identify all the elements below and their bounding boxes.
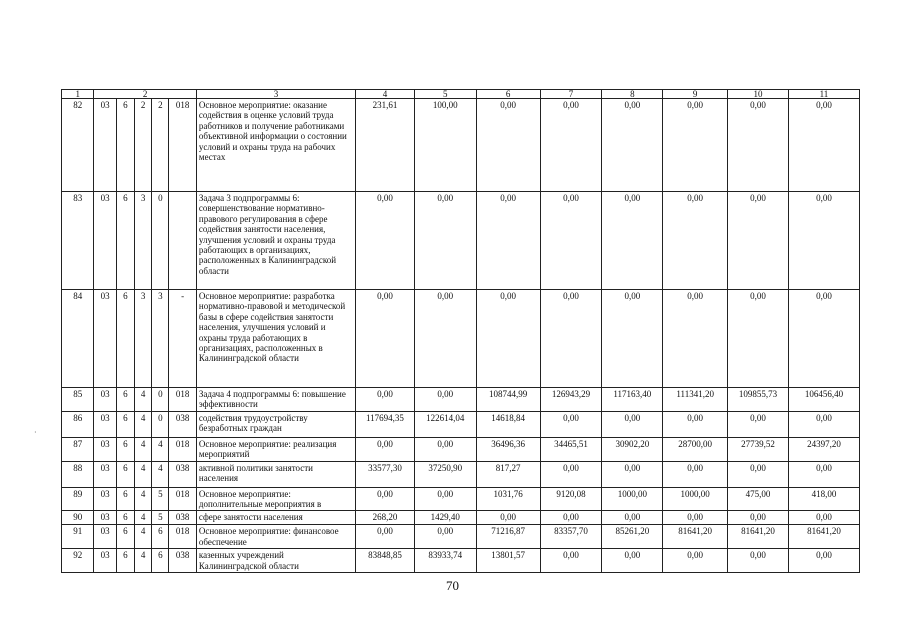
value-col-8: 0,00 xyxy=(602,511,663,525)
row-number: 88 xyxy=(62,461,94,487)
row-description: Основное мероприятие: финансовое обеспечение xyxy=(196,525,355,549)
value-col-4: 33577,30 xyxy=(356,461,415,487)
code-3: 4 xyxy=(134,437,151,461)
row-number: 91 xyxy=(62,525,94,549)
code-2: 6 xyxy=(116,461,134,487)
value-col-11: 106456,40 xyxy=(788,388,859,412)
header-cell-11: 11 xyxy=(788,90,859,99)
code-1: 03 xyxy=(94,388,116,412)
value-col-11: 81641,20 xyxy=(788,525,859,549)
code-4: 0 xyxy=(152,411,169,437)
code-5: 018 xyxy=(169,437,196,461)
value-col-7: 0,00 xyxy=(540,99,602,192)
code-3: 3 xyxy=(134,192,151,290)
code-2: 6 xyxy=(116,549,134,573)
value-col-8: 117163,40 xyxy=(602,388,663,412)
value-col-5: 83933,74 xyxy=(414,549,476,573)
value-col-10: 475,00 xyxy=(728,487,789,511)
value-col-9: 0,00 xyxy=(663,549,728,573)
header-cell-1: 1 xyxy=(62,90,94,99)
value-col-8: 0,00 xyxy=(602,290,663,388)
code-3: 4 xyxy=(134,461,151,487)
code-4: 6 xyxy=(152,525,169,549)
scan-mark: · xyxy=(34,428,37,437)
table-row xyxy=(62,290,860,388)
value-col-8: 0,00 xyxy=(602,549,663,573)
value-col-10: 0,00 xyxy=(728,290,789,388)
value-col-4: 231,61 xyxy=(356,99,415,192)
value-col-10: 0,00 xyxy=(728,99,789,192)
value-col-7: 0,00 xyxy=(540,461,602,487)
value-col-10: 0,00 xyxy=(728,411,789,437)
header-cell-9: 9 xyxy=(663,90,728,99)
code-2: 6 xyxy=(116,388,134,412)
row-number: 85 xyxy=(62,388,94,412)
value-col-6: 13801,57 xyxy=(476,549,540,573)
code-5: 038 xyxy=(169,411,196,437)
value-col-8: 1000,00 xyxy=(602,487,663,511)
header-cell-5: 5 xyxy=(414,90,476,99)
row-description: Основное мероприятие: дополнительные мероприятия в xyxy=(196,487,355,511)
value-col-5: 37250,90 xyxy=(414,461,476,487)
value-col-9: 81641,20 xyxy=(663,525,728,549)
code-2: 6 xyxy=(116,525,134,549)
code-1: 03 xyxy=(94,290,116,388)
row-description: Основное мероприятие: реализация мероприятий xyxy=(196,437,355,461)
page-number: 70 xyxy=(446,578,459,593)
table-row xyxy=(62,411,860,437)
header-cell-2: 2 xyxy=(94,90,196,99)
value-col-10: 0,00 xyxy=(728,511,789,525)
value-col-11: 0,00 xyxy=(788,411,859,437)
row-number: 83 xyxy=(62,192,94,290)
table-row xyxy=(62,437,860,461)
value-col-6: 0,00 xyxy=(476,290,540,388)
row-number: 87 xyxy=(62,437,94,461)
code-2: 6 xyxy=(116,411,134,437)
header-cell-8: 8 xyxy=(602,90,663,99)
header-cell-7: 7 xyxy=(540,90,602,99)
code-5: 038 xyxy=(169,549,196,573)
code-5: - xyxy=(169,290,196,388)
header-cell-4: 4 xyxy=(356,90,415,99)
value-col-11: 0,00 xyxy=(788,549,859,573)
code-1: 03 xyxy=(94,511,116,525)
value-col-7: 0,00 xyxy=(540,290,602,388)
code-3: 3 xyxy=(134,290,151,388)
header-row xyxy=(62,90,860,99)
value-col-11: 0,00 xyxy=(788,192,859,290)
row-description: Задача 4 подпрограммы 6: повышение эффективности xyxy=(196,388,355,412)
value-col-8: 0,00 xyxy=(602,192,663,290)
value-col-6: 71216,87 xyxy=(476,525,540,549)
code-1: 03 xyxy=(94,549,116,573)
value-col-6: 14618,84 xyxy=(476,411,540,437)
value-col-5: 1429,40 xyxy=(414,511,476,525)
code-2: 6 xyxy=(116,290,134,388)
code-4: 5 xyxy=(152,487,169,511)
row-description: Основное мероприятие: оказание содействия в оценке условий труда работников и получение работниками объективной информации о состоянии условий и охраны труда на рабочих местах xyxy=(196,99,355,192)
row-number: 89 xyxy=(62,487,94,511)
value-col-11: 418,00 xyxy=(788,487,859,511)
table-row xyxy=(62,525,860,549)
value-col-9: 111341,20 xyxy=(663,388,728,412)
code-3: 4 xyxy=(134,549,151,573)
value-col-9: 0,00 xyxy=(663,192,728,290)
value-col-4: 0,00 xyxy=(356,290,415,388)
value-col-9: 28700,00 xyxy=(663,437,728,461)
code-5: 018 xyxy=(169,525,196,549)
table-row xyxy=(62,388,860,412)
value-col-7: 0,00 xyxy=(540,549,602,573)
value-col-10: 0,00 xyxy=(728,192,789,290)
code-5: 038 xyxy=(169,461,196,487)
value-col-4: 0,00 xyxy=(356,525,415,549)
value-col-4: 83848,85 xyxy=(356,549,415,573)
value-col-5: 0,00 xyxy=(414,192,476,290)
code-3: 4 xyxy=(134,411,151,437)
code-3: 4 xyxy=(134,388,151,412)
value-col-7: 9120,08 xyxy=(540,487,602,511)
table-row xyxy=(62,192,860,290)
row-description: казенных учреждений Калининградской области xyxy=(196,549,355,573)
code-1: 03 xyxy=(94,487,116,511)
row-number: 92 xyxy=(62,549,94,573)
code-1: 03 xyxy=(94,411,116,437)
header-cell-3: 3 xyxy=(196,90,355,99)
table-row xyxy=(62,487,860,511)
code-1: 03 xyxy=(94,192,116,290)
budget-table xyxy=(61,89,860,573)
value-col-6: 817,27 xyxy=(476,461,540,487)
code-3: 4 xyxy=(134,511,151,525)
value-col-7: 0,00 xyxy=(540,411,602,437)
value-col-5: 0,00 xyxy=(414,487,476,511)
value-col-5: 0,00 xyxy=(414,525,476,549)
value-col-9: 0,00 xyxy=(663,511,728,525)
code-3: 4 xyxy=(134,487,151,511)
code-4: 5 xyxy=(152,511,169,525)
code-2: 6 xyxy=(116,487,134,511)
code-4: 2 xyxy=(152,99,169,192)
row-description: содействия трудоустройству безработных граждан xyxy=(196,411,355,437)
value-col-7: 0,00 xyxy=(540,511,602,525)
value-col-5: 0,00 xyxy=(414,290,476,388)
code-5: 018 xyxy=(169,99,196,192)
row-number: 90 xyxy=(62,511,94,525)
value-col-4: 0,00 xyxy=(356,487,415,511)
row-number: 82 xyxy=(62,99,94,192)
value-col-9: 0,00 xyxy=(663,461,728,487)
row-description: сфере занятости населения xyxy=(196,511,355,525)
value-col-9: 0,00 xyxy=(663,99,728,192)
value-col-5: 122614,04 xyxy=(414,411,476,437)
code-2: 6 xyxy=(116,511,134,525)
code-4: 3 xyxy=(152,290,169,388)
value-col-5: 100,00 xyxy=(414,99,476,192)
value-col-11: 0,00 xyxy=(788,290,859,388)
code-4: 0 xyxy=(152,388,169,412)
value-col-8: 0,00 xyxy=(602,461,663,487)
code-1: 03 xyxy=(94,437,116,461)
code-5 xyxy=(169,192,196,290)
value-col-7: 34465,51 xyxy=(540,437,602,461)
value-col-7: 0,00 xyxy=(540,192,602,290)
code-4: 0 xyxy=(152,192,169,290)
code-1: 03 xyxy=(94,99,116,192)
code-5: 018 xyxy=(169,388,196,412)
value-col-5: 0,00 xyxy=(414,388,476,412)
code-3: 4 xyxy=(134,525,151,549)
row-description: активной политики занятости населения xyxy=(196,461,355,487)
header-cell-10: 10 xyxy=(728,90,789,99)
value-col-9: 0,00 xyxy=(663,290,728,388)
code-1: 03 xyxy=(94,525,116,549)
code-4: 4 xyxy=(152,437,169,461)
row-description: Задача 3 подпрограммы 6: совершенствование нормативно-правового регулирования в сфере содействия занятости населения, улучшения условий и охраны труда работающих в организациях, расположенных в Калининградской области xyxy=(196,192,355,290)
value-col-10: 0,00 xyxy=(728,461,789,487)
code-2: 6 xyxy=(116,437,134,461)
code-3: 2 xyxy=(134,99,151,192)
value-col-6: 0,00 xyxy=(476,99,540,192)
value-col-4: 0,00 xyxy=(356,437,415,461)
value-col-6: 0,00 xyxy=(476,192,540,290)
value-col-11: 0,00 xyxy=(788,461,859,487)
value-col-10: 0,00 xyxy=(728,549,789,573)
value-col-11: 24397,20 xyxy=(788,437,859,461)
value-col-7: 126943,29 xyxy=(540,388,602,412)
table-row xyxy=(62,99,860,192)
value-col-7: 83357,70 xyxy=(540,525,602,549)
value-col-6: 108744,99 xyxy=(476,388,540,412)
value-col-8: 0,00 xyxy=(602,99,663,192)
value-col-10: 109855,73 xyxy=(728,388,789,412)
value-col-4: 0,00 xyxy=(356,192,415,290)
value-col-9: 0,00 xyxy=(663,411,728,437)
code-4: 6 xyxy=(152,549,169,573)
value-col-8: 85261,20 xyxy=(602,525,663,549)
value-col-6: 36496,36 xyxy=(476,437,540,461)
code-2: 6 xyxy=(116,99,134,192)
value-col-4: 117694,35 xyxy=(356,411,415,437)
code-5: 038 xyxy=(169,511,196,525)
value-col-11: 0,00 xyxy=(788,99,859,192)
value-col-10: 27739,52 xyxy=(728,437,789,461)
value-col-4: 0,00 xyxy=(356,388,415,412)
row-number: 84 xyxy=(62,290,94,388)
value-col-8: 0,00 xyxy=(602,411,663,437)
value-col-9: 1000,00 xyxy=(663,487,728,511)
code-4: 4 xyxy=(152,461,169,487)
row-number: 86 xyxy=(62,411,94,437)
value-col-10: 81641,20 xyxy=(728,525,789,549)
code-2: 6 xyxy=(116,192,134,290)
table-row xyxy=(62,461,860,487)
value-col-4: 268,20 xyxy=(356,511,415,525)
value-col-6: 0,00 xyxy=(476,511,540,525)
value-col-8: 30902,20 xyxy=(602,437,663,461)
value-col-5: 0,00 xyxy=(414,437,476,461)
header-cell-6: 6 xyxy=(476,90,540,99)
table-row xyxy=(62,511,860,525)
code-5: 018 xyxy=(169,487,196,511)
row-description: Основное мероприятие: разработка нормативно-правовой и методической базы в сфере содействия занятости населения, улучшения условий и охраны труда работающих в организациях, расположенных в Калининградской области xyxy=(196,290,355,388)
value-col-6: 1031,76 xyxy=(476,487,540,511)
table-row xyxy=(62,549,860,573)
value-col-11: 0,00 xyxy=(788,511,859,525)
code-1: 03 xyxy=(94,461,116,487)
